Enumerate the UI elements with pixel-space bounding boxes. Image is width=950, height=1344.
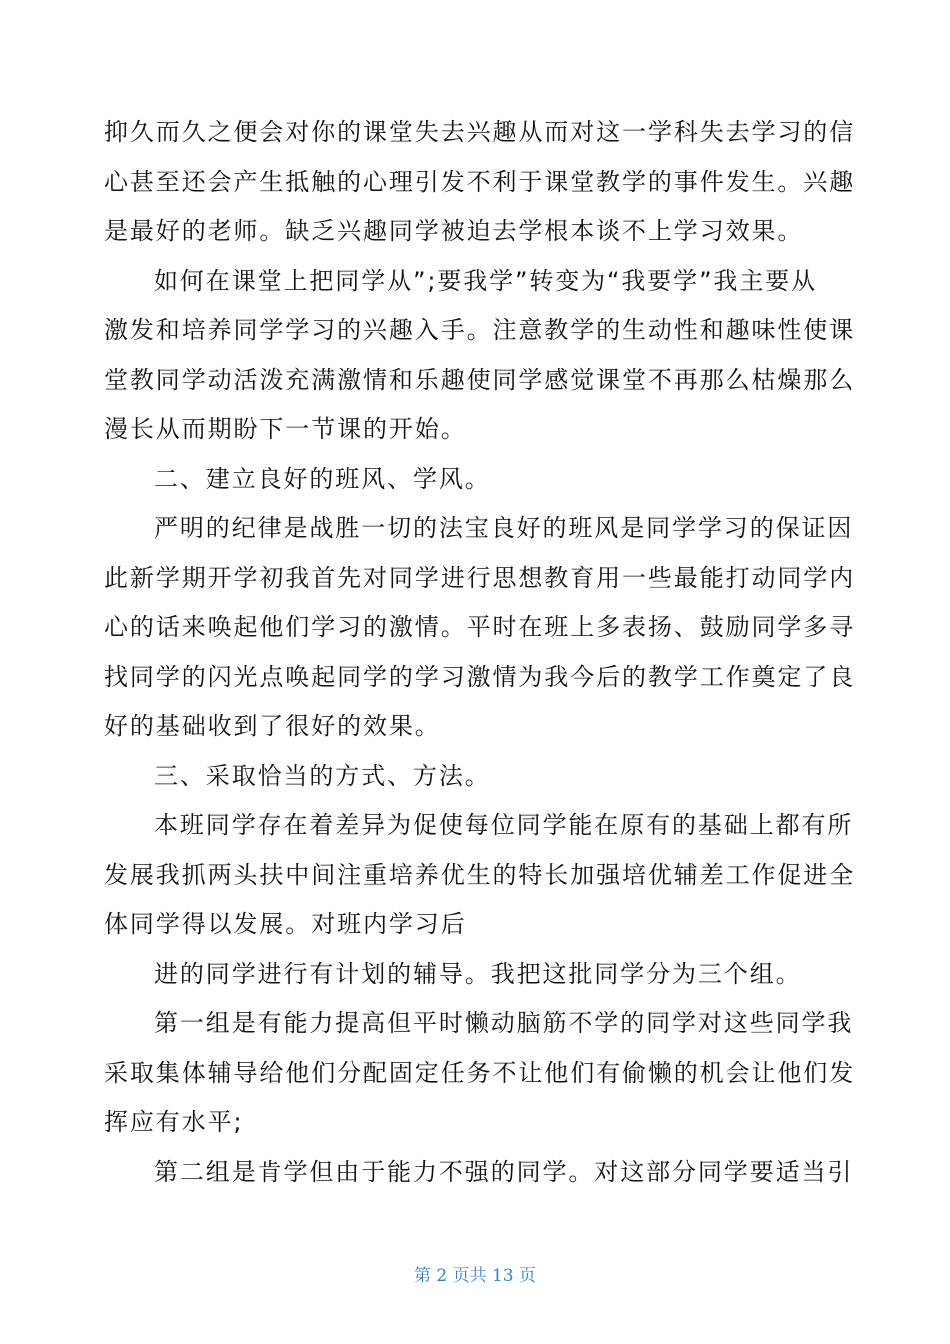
text-line: 第二组是肯学但由于能力不强的同学。对这部分同学要适当引 <box>154 1158 854 1186</box>
text-line: 激发和培养同学学习的兴趣入手。注意教学的生动性和趣味性使课 <box>104 316 856 344</box>
section-heading: 三、采取恰当的方式、方法。 <box>154 762 491 790</box>
text-line: 漫长从而期盼下一节课的开始。 <box>104 415 467 443</box>
text-line: 好的基础收到了很好的效果。 <box>104 712 441 740</box>
text-line: 此新学期开学初我首先对同学进行思想教育用一些最能打动同学内 <box>104 564 856 592</box>
text-line: 找同学的闪光点唤起同学的学习激情为我今后的教学工作奠定了良 <box>104 663 856 691</box>
text-line: 本班同学存在着差异为促使每位同学能在原有的基础上都有所 <box>154 811 854 839</box>
text-line: 是最好的老师。缺乏兴趣同学被迫去学根本谈不上学习效果。 <box>104 217 804 245</box>
text-line: 心的话来唤起他们学习的激情。平时在班上多表扬、鼓励同学多寻 <box>104 613 856 641</box>
text-line: 进的同学进行有计划的辅导。我把这批同学分为三个组。 <box>154 960 802 988</box>
text-line: 心甚至还会产生抵触的心理引发不利于课堂教学的事件发生。兴趣 <box>104 168 856 196</box>
text-line: 体同学得以发展。对班内学习后 <box>104 910 467 938</box>
text-line: 发展我抓两头扶中间注重培养优生的特长加强培优辅差工作促进全 <box>104 861 856 889</box>
text-line: 第一组是有能力提高但平时懒动脑筋不学的同学对这些同学我 <box>154 1009 854 1037</box>
text-line: 严明的纪律是战胜一切的法宝良好的班风是同学学习的保证因 <box>154 514 854 542</box>
page-number-footer: 第 2 页共 13 页 <box>413 1266 537 1286</box>
text-line: 堂教同学动活泼充满激情和乐趣使同学感觉课堂不再那么枯燥那么 <box>104 366 856 394</box>
text-line: 挥应有水平; <box>104 1108 244 1136</box>
text-line: 抑久而久之便会对你的课堂失去兴趣从而对这一学科失去学习的信 <box>104 118 856 146</box>
section-heading: 二、建立良好的班风、学风。 <box>154 465 491 493</box>
text-line: 如何在课堂上把同学从”;要我学”转变为“我要学”我主要从 <box>154 267 818 295</box>
text-line: 采取集体辅导给他们分配固定任务不让他们有偷懒的机会让他们发 <box>104 1059 856 1087</box>
